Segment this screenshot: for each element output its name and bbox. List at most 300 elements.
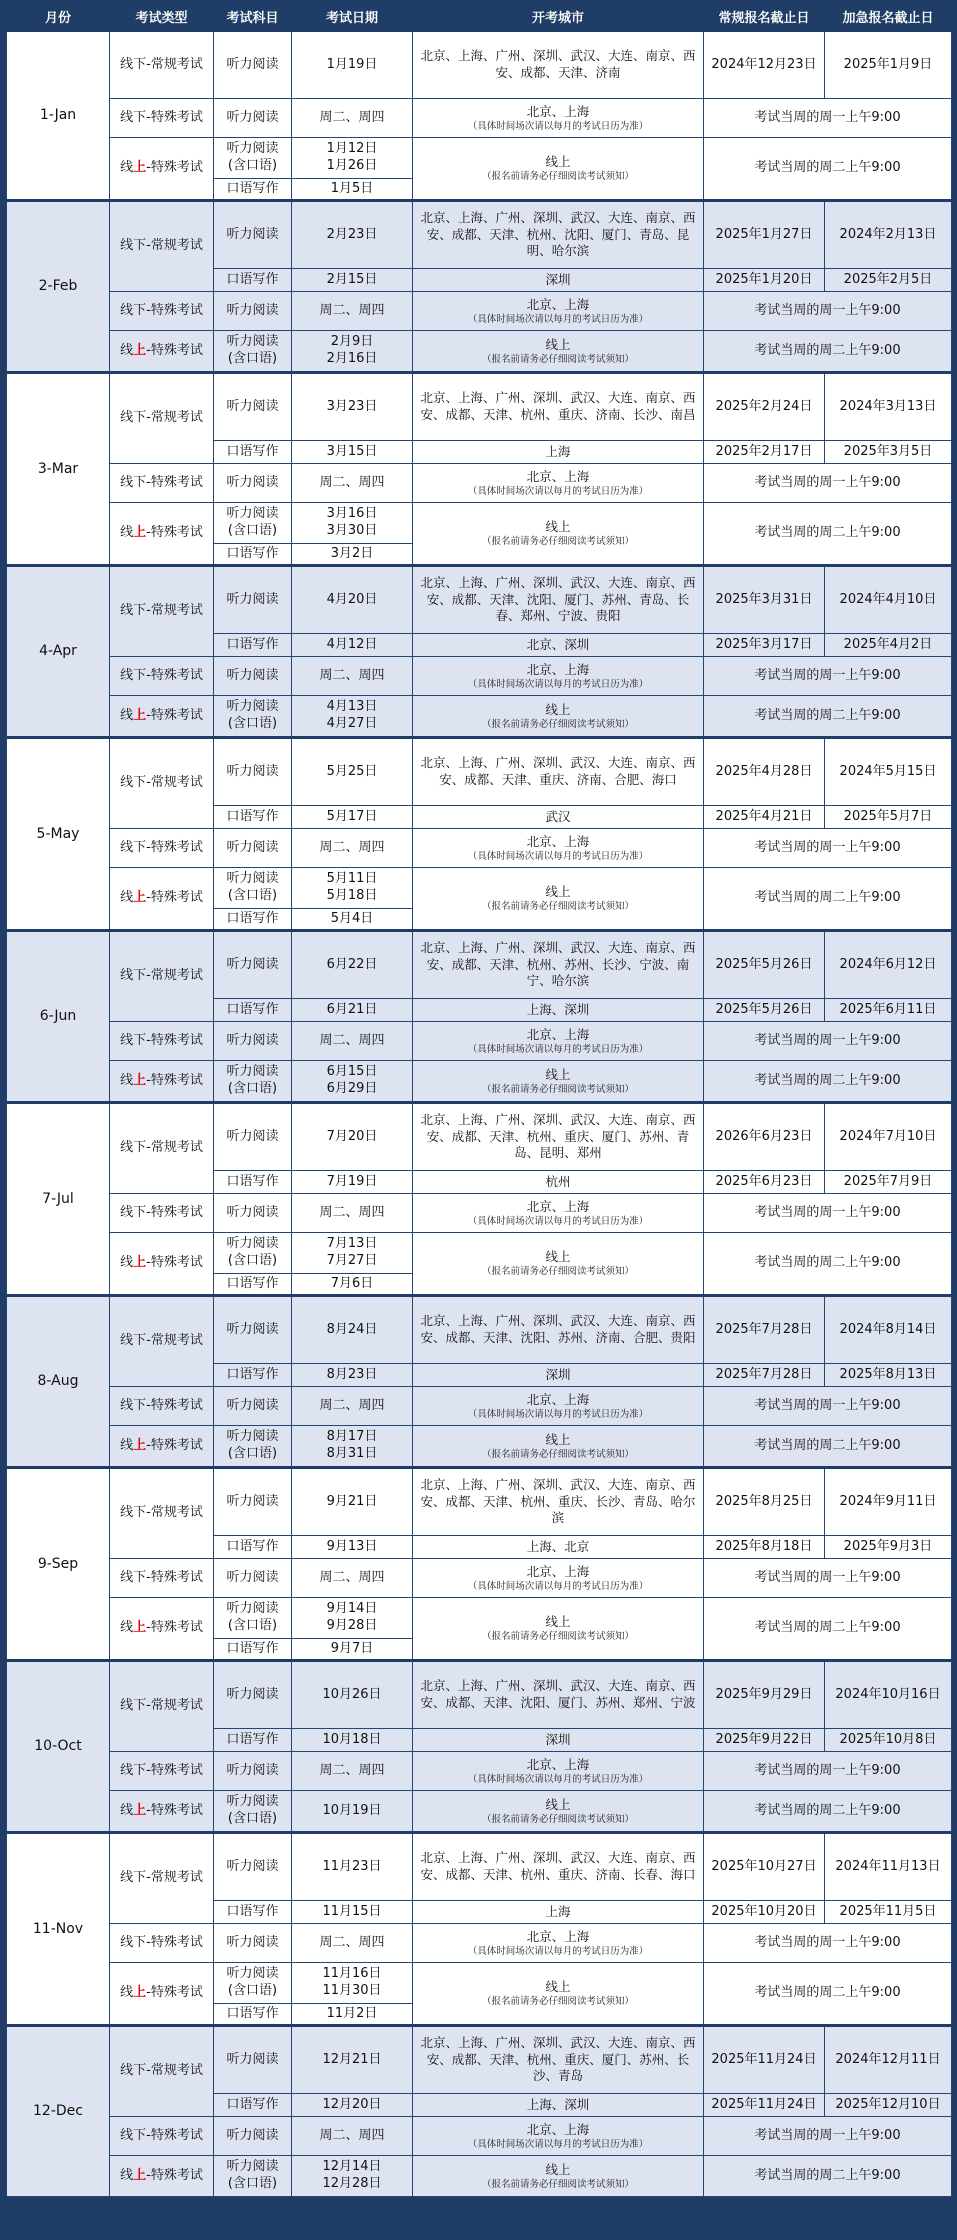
city-note: （具体时间场次请以每月的考试日历为准） — [467, 678, 649, 690]
type-online-suffix: -特殊考试 — [146, 1437, 203, 1453]
type-online-highlight: 上 — [133, 2167, 147, 2183]
special-exam-type: 线下-特殊考试 — [110, 1387, 214, 1426]
table-row — [7, 657, 952, 696]
table-row — [7, 566, 952, 634]
online-date: 7月13日 — [326, 1236, 378, 1252]
city-note: （报名前请务必仔细阅读考试须知） — [481, 901, 634, 913]
subject-listening: 听力阅读 — [214, 738, 292, 806]
month-block — [7, 2026, 952, 2197]
city-list: 北京、上海、广州、深圳、武汉、大连、南京、西安、成都、天津、济南 — [413, 32, 704, 99]
type-online-suffix: -特殊考试 — [146, 160, 203, 176]
urgent-deadline: 2025年6月11日 — [825, 999, 952, 1022]
regular-deadline: 2025年2月17日 — [704, 441, 825, 464]
regular-exam-type: 线下-常规考试 — [110, 931, 214, 1022]
online-dates — [292, 1061, 413, 1103]
regular-deadline: 2025年3月31日 — [704, 566, 825, 634]
exam-date: 11月2日 — [292, 2004, 413, 2026]
regular-deadline: 2025年1月20日 — [704, 269, 825, 292]
city-main: 线上 — [545, 1796, 571, 1812]
subject-listening-text: 听力阅读 — [226, 699, 279, 715]
urgent-deadline: 2024年9月11日 — [825, 1468, 952, 1536]
subject-speaking: 口语写作 — [214, 1729, 292, 1752]
urgent-deadline: 2025年9月3日 — [825, 1536, 952, 1559]
city-list: 北京、深圳 — [413, 634, 704, 657]
city-note: （具体时间场次请以每月的考试日历为准） — [467, 485, 649, 497]
online-special-type — [110, 1233, 214, 1296]
city-main: 北京、上海 — [526, 1563, 590, 1579]
city-main: 北京、上海 — [526, 1391, 590, 1407]
subject-speaking: 口语写作 — [214, 2094, 292, 2117]
city-main: 北京、上海 — [526, 2121, 590, 2137]
online-deadline: 考试当周的周二上午9:00 — [704, 868, 952, 931]
subject-listening: 听力阅读 — [214, 1194, 292, 1233]
type-online-suffix: -特殊考试 — [146, 1985, 203, 2001]
month-block — [7, 738, 952, 931]
table-row — [7, 2156, 952, 2197]
exam-date: 7月6日 — [292, 1274, 413, 1296]
table-row — [7, 1022, 952, 1061]
type-online-suffix: -特殊考试 — [146, 890, 203, 906]
subject-listening-oral — [214, 331, 292, 373]
subject-speaking: 口语写作 — [214, 1364, 292, 1387]
city-list: 北京、上海、广州、深圳、武汉、大连、南京、西安、成都、天津、杭州、重庆、厦门、苏州、长沙、青岛 — [413, 2026, 704, 2094]
city-note: （具体时间场次请以每月的考试日历为准） — [467, 1408, 649, 1420]
city-list: 北京、上海、广州、深圳、武汉、大连、南京、西安、成都、天津、杭州、苏州、长沙、宁波、南宁、哈尔滨 — [413, 931, 704, 999]
special-exam-type: 线下-特殊考试 — [110, 1559, 214, 1598]
city-note: （具体时间场次请以每月的考试日历为准） — [467, 1773, 649, 1785]
subject-listening: 听力阅读 — [214, 99, 292, 138]
type-online-highlight: 上 — [133, 707, 147, 723]
city-list: 深圳 — [413, 269, 704, 292]
exam-date: 周二、周四 — [292, 464, 413, 503]
city-main: 线上 — [545, 336, 571, 352]
subject-oral-text: (含口语) — [227, 1811, 278, 1826]
city-note: （具体时间场次请以每月的考试日历为准） — [467, 313, 649, 325]
online-date: 9月28日 — [326, 1618, 378, 1633]
regular-deadline: 2025年5月26日 — [704, 931, 825, 999]
exam-date: 周二、周四 — [292, 2117, 413, 2156]
city-main: 线上 — [545, 2161, 571, 2177]
city-note: （具体时间场次请以每月的考试日历为准） — [467, 120, 649, 132]
special-exam-type: 线下-特殊考试 — [110, 99, 214, 138]
table-row — [7, 1559, 952, 1598]
table-row — [7, 738, 952, 806]
city-note: （具体时间场次请以每月的考试日历为准） — [467, 2138, 649, 2150]
exam-date: 10月26日 — [292, 1661, 413, 1729]
type-online-suffix: -特殊考试 — [146, 1620, 203, 1636]
subject-oral-text: (含口语) — [227, 1446, 278, 1461]
subject-listening-text: 听力阅读 — [226, 871, 279, 887]
table-row — [7, 931, 952, 999]
online-date: 8月17日 — [326, 1429, 378, 1445]
regular-deadline: 2025年10月20日 — [704, 1901, 825, 1924]
regular-exam-type: 线下-常规考试 — [110, 566, 214, 657]
city-main: 北京、上海 — [526, 103, 590, 119]
exam-date: 12月20日 — [292, 2094, 413, 2117]
special-exam-type: 线下-特殊考试 — [110, 829, 214, 868]
subject-listening-text: 听力阅读 — [226, 1236, 279, 1252]
special-deadline: 考试当周的周一上午9:00 — [704, 2117, 952, 2156]
regular-deadline: 2025年4月28日 — [704, 738, 825, 806]
urgent-deadline: 2025年5月7日 — [825, 806, 952, 829]
month-block — [7, 32, 952, 201]
subject-speaking: 口语写作 — [214, 909, 292, 931]
regular-exam-type: 线下-常规考试 — [110, 32, 214, 99]
city-main: 线上 — [545, 701, 571, 717]
subject-listening: 听力阅读 — [214, 1022, 292, 1061]
type-online-prefix: 线 — [120, 1620, 134, 1636]
urgent-deadline: 2024年4月10日 — [825, 566, 952, 634]
type-online-highlight: 上 — [133, 1985, 147, 2001]
schedule-frame — [6, 6, 951, 2234]
city-note: （报名前请务必仔细阅读考试须知） — [481, 536, 634, 548]
city-note: （具体时间场次请以每月的考试日历为准） — [467, 1043, 649, 1055]
type-online-highlight: 上 — [133, 342, 147, 358]
online-date: 1月26日 — [326, 158, 378, 173]
city-main: 线上 — [545, 1066, 571, 1082]
city-main: 北京、上海 — [526, 1026, 590, 1042]
subject-listening-oral — [214, 1426, 292, 1468]
table-row — [7, 373, 952, 441]
exam-date: 6月21日 — [292, 999, 413, 1022]
special-deadline: 考试当周的周一上午9:00 — [704, 1194, 952, 1233]
city-list: 杭州 — [413, 1171, 704, 1194]
subject-speaking: 口语写作 — [214, 806, 292, 829]
online-date: 8月31日 — [326, 1446, 378, 1461]
city-cell — [413, 1233, 704, 1296]
table-row — [7, 1426, 952, 1468]
subject-listening: 听力阅读 — [214, 1559, 292, 1598]
online-date: 12月28日 — [322, 2176, 382, 2191]
month-block — [7, 1661, 952, 1833]
online-date: 2月9日 — [330, 334, 374, 350]
exam-date: 8月24日 — [292, 1296, 413, 1364]
regular-deadline: 2024年12月23日 — [704, 32, 825, 99]
regular-deadline: 2025年7月28日 — [704, 1296, 825, 1364]
regular-deadline: 2025年9月29日 — [704, 1661, 825, 1729]
online-deadline: 考试当周的周二上午9:00 — [704, 138, 952, 201]
type-online-suffix: -特殊考试 — [146, 1802, 203, 1818]
city-cell — [413, 2156, 704, 2197]
special-deadline: 考试当周的周一上午9:00 — [704, 99, 952, 138]
exam-date: 11月23日 — [292, 1833, 413, 1901]
subject-oral-text: (含口语) — [227, 523, 278, 538]
month-label: 1-Jan — [7, 32, 110, 201]
month-block — [7, 373, 952, 566]
table-row — [7, 331, 952, 373]
month-label: 9-Sep — [7, 1468, 110, 1661]
exam-date: 周二、周四 — [292, 1387, 413, 1426]
city-cell — [413, 138, 704, 201]
subject-speaking: 口语写作 — [214, 1536, 292, 1559]
online-date: 3月30日 — [326, 523, 378, 538]
online-date: 6月15日 — [326, 1064, 378, 1080]
special-deadline: 考试当周的周一上午9:00 — [704, 1022, 952, 1061]
subject-oral-text: (含口语) — [227, 158, 278, 173]
city-note: （报名前请务必仔细阅读考试须知） — [481, 1631, 634, 1643]
exam-date: 9月13日 — [292, 1536, 413, 1559]
subject-listening: 听力阅读 — [214, 1468, 292, 1536]
urgent-deadline: 2025年7月9日 — [825, 1171, 952, 1194]
online-date: 9月14日 — [326, 1601, 378, 1617]
type-online-highlight: 上 — [133, 1620, 147, 1636]
regular-exam-type: 线下-常规考试 — [110, 2026, 214, 2117]
special-deadline: 考试当周的周一上午9:00 — [704, 1924, 952, 1963]
subject-oral-text: (含口语) — [227, 2176, 278, 2191]
type-online-suffix: -特殊考试 — [146, 1072, 203, 1088]
online-dates — [292, 138, 413, 179]
online-dates — [292, 1426, 413, 1468]
regular-exam-type: 线下-常规考试 — [110, 1833, 214, 1924]
urgent-deadline: 2024年8月14日 — [825, 1296, 952, 1364]
subject-oral-text: (含口语) — [227, 1253, 278, 1268]
city-note: （报名前请务必仔细阅读考试须知） — [481, 2178, 634, 2190]
urgent-deadline: 2024年2月13日 — [825, 201, 952, 269]
special-deadline: 考试当周的周一上午9:00 — [704, 1752, 952, 1791]
urgent-deadline: 2025年8月13日 — [825, 1364, 952, 1387]
city-note: （报名前请务必仔细阅读考试须知） — [481, 718, 634, 730]
online-special-type — [110, 2156, 214, 2197]
city-cell — [413, 1598, 704, 1661]
online-dates — [292, 868, 413, 909]
online-date: 2月16日 — [326, 351, 378, 366]
subject-oral-text: (含口语) — [227, 1983, 278, 1998]
subject-oral-text: (含口语) — [227, 351, 278, 366]
city-cell — [413, 657, 704, 696]
regular-exam-type: 线下-常规考试 — [110, 373, 214, 464]
exam-date: 12月21日 — [292, 2026, 413, 2094]
month-block — [7, 1833, 952, 2026]
subject-listening: 听力阅读 — [214, 1103, 292, 1171]
urgent-deadline: 2024年6月12日 — [825, 931, 952, 999]
exam-date: 2月23日 — [292, 201, 413, 269]
month-label: 12-Dec — [7, 2026, 110, 2197]
subject-listening-text: 听力阅读 — [226, 506, 279, 522]
subject-oral-text: (含口语) — [227, 1618, 278, 1633]
month-label: 6-Jun — [7, 931, 110, 1103]
subject-listening: 听力阅读 — [214, 1296, 292, 1364]
header-subject: 考试科目 — [214, 7, 292, 32]
exam-date: 7月19日 — [292, 1171, 413, 1194]
online-special-type — [110, 1426, 214, 1468]
header-urgent-deadline: 加急报名截止日 — [825, 7, 952, 32]
subject-listening: 听力阅读 — [214, 32, 292, 99]
exam-date: 4月20日 — [292, 566, 413, 634]
urgent-deadline: 2024年11月13日 — [825, 1833, 952, 1901]
city-note: （报名前请务必仔细阅读考试须知） — [481, 1266, 634, 1278]
online-deadline: 考试当周的周二上午9:00 — [704, 1426, 952, 1468]
online-special-type — [110, 696, 214, 738]
online-dates — [292, 2156, 413, 2197]
month-block — [7, 1468, 952, 1661]
month-block — [7, 1103, 952, 1296]
table-row — [7, 868, 952, 909]
exam-date: 1月19日 — [292, 32, 413, 99]
regular-deadline: 2025年5月26日 — [704, 999, 825, 1022]
city-note: （具体时间场次请以每月的考试日历为准） — [467, 1580, 649, 1592]
city-cell — [413, 99, 704, 138]
city-main: 北京、上海 — [526, 661, 590, 677]
city-main: 北京、上海 — [526, 296, 590, 312]
subject-speaking: 口语写作 — [214, 1639, 292, 1661]
online-special-type — [110, 1791, 214, 1833]
month-block — [7, 566, 952, 738]
city-list: 上海 — [413, 441, 704, 464]
city-cell — [413, 1963, 704, 2026]
online-special-type — [110, 1598, 214, 1661]
urgent-deadline: 2025年11月5日 — [825, 1901, 952, 1924]
special-exam-type: 线下-特殊考试 — [110, 2117, 214, 2156]
urgent-deadline: 2025年4月2日 — [825, 634, 952, 657]
online-date: 6月29日 — [326, 1081, 378, 1096]
exam-date: 周二、周四 — [292, 1559, 413, 1598]
table-row — [7, 1963, 952, 2004]
city-list: 武汉 — [413, 806, 704, 829]
online-dates — [292, 331, 413, 373]
month-label: 11-Nov — [7, 1833, 110, 2026]
subject-listening-text: 听力阅读 — [226, 334, 279, 350]
urgent-deadline: 2024年12月11日 — [825, 2026, 952, 2094]
subject-listening-oral — [214, 1791, 292, 1833]
subject-speaking: 口语写作 — [214, 1274, 292, 1296]
type-online-prefix: 线 — [120, 1437, 134, 1453]
city-list: 北京、上海、广州、深圳、武汉、大连、南京、西安、成都、天津、杭州、重庆、长沙、青岛、哈尔滨 — [413, 1468, 704, 1536]
online-date: 4月27日 — [326, 716, 378, 731]
city-note: （报名前请务必仔细阅读考试须知） — [481, 1813, 634, 1825]
month-label: 5-May — [7, 738, 110, 931]
city-main: 线上 — [545, 519, 571, 535]
online-special-type — [110, 138, 214, 201]
city-main: 线上 — [545, 884, 571, 900]
city-cell — [413, 1387, 704, 1426]
table-row — [7, 201, 952, 269]
online-date: 5月11日 — [326, 871, 378, 887]
regular-deadline: 2025年1月27日 — [704, 201, 825, 269]
city-main: 线上 — [545, 1979, 571, 1995]
subject-listening-text: 听力阅读 — [226, 1794, 279, 1810]
type-online-prefix: 线 — [120, 1802, 134, 1818]
online-dates — [292, 1791, 413, 1833]
city-list: 北京、上海、广州、深圳、武汉、大连、南京、西安、成都、天津、杭州、重庆、济南、长沙、南昌 — [413, 373, 704, 441]
exam-date: 9月7日 — [292, 1639, 413, 1661]
online-deadline: 考试当周的周二上午9:00 — [704, 2156, 952, 2197]
city-note: （具体时间场次请以每月的考试日历为准） — [467, 1215, 649, 1227]
type-online-suffix: -特殊考试 — [146, 525, 203, 541]
table-row — [7, 1833, 952, 1901]
exam-date: 周二、周四 — [292, 99, 413, 138]
table-row — [7, 1103, 952, 1171]
online-dates — [292, 1598, 413, 1639]
table-row — [7, 1061, 952, 1103]
table-row — [7, 1387, 952, 1426]
city-main: 北京、上海 — [526, 1928, 590, 1944]
table-row — [7, 829, 952, 868]
month-block — [7, 1296, 952, 1468]
subject-listening-oral — [214, 1233, 292, 1274]
type-online-highlight: 上 — [133, 1802, 147, 1818]
city-cell — [413, 1559, 704, 1598]
city-cell — [413, 1194, 704, 1233]
regular-deadline: 2025年2月24日 — [704, 373, 825, 441]
city-cell — [413, 2117, 704, 2156]
urgent-deadline: 2025年10月8日 — [825, 1729, 952, 1752]
city-main: 线上 — [545, 1614, 571, 1630]
exam-date: 8月23日 — [292, 1364, 413, 1387]
special-exam-type: 线下-特殊考试 — [110, 1752, 214, 1791]
city-note: （报名前请务必仔细阅读考试须知） — [481, 1083, 634, 1095]
subject-listening: 听力阅读 — [214, 1924, 292, 1963]
online-date: 11月30日 — [322, 1983, 382, 1998]
exam-date: 11月15日 — [292, 1901, 413, 1924]
subject-listening-text: 听力阅读 — [226, 1966, 279, 1982]
table-row — [7, 292, 952, 331]
subject-listening-oral — [214, 696, 292, 738]
exam-date: 周二、周四 — [292, 1022, 413, 1061]
regular-deadline: 2025年6月23日 — [704, 1171, 825, 1194]
city-main: 北京、上海 — [526, 1756, 590, 1772]
city-main: 北京、上海 — [526, 1198, 590, 1214]
subject-listening-oral — [214, 1061, 292, 1103]
type-online-highlight: 上 — [133, 1255, 147, 1271]
subject-speaking: 口语写作 — [214, 2004, 292, 2026]
subject-listening-text: 听力阅读 — [226, 1429, 279, 1445]
online-dates — [292, 1963, 413, 2004]
city-cell — [413, 1924, 704, 1963]
subject-listening: 听力阅读 — [214, 657, 292, 696]
regular-deadline: 2025年4月21日 — [704, 806, 825, 829]
city-cell — [413, 829, 704, 868]
type-online-prefix: 线 — [120, 342, 134, 358]
subject-speaking: 口语写作 — [214, 544, 292, 566]
subject-listening: 听力阅读 — [214, 931, 292, 999]
table-row — [7, 1233, 952, 1274]
city-main: 北京、上海 — [526, 468, 590, 484]
table-row — [7, 1661, 952, 1729]
table-row — [7, 1924, 952, 1963]
exam-date: 4月12日 — [292, 634, 413, 657]
exam-date: 1月5日 — [292, 179, 413, 201]
exam-date: 周二、周四 — [292, 1194, 413, 1233]
header-row — [7, 7, 952, 32]
online-special-type — [110, 503, 214, 566]
special-deadline: 考试当周的周一上午9:00 — [704, 829, 952, 868]
online-dates — [292, 503, 413, 544]
table-row — [7, 1296, 952, 1364]
month-label: 4-Apr — [7, 566, 110, 738]
subject-listening-oral — [214, 138, 292, 179]
exam-date: 5月25日 — [292, 738, 413, 806]
type-online-prefix: 线 — [120, 2167, 134, 2183]
type-online-highlight: 上 — [133, 1072, 147, 1088]
subject-listening-text: 听力阅读 — [226, 141, 279, 157]
type-online-highlight: 上 — [133, 890, 147, 906]
subject-listening: 听力阅读 — [214, 201, 292, 269]
table-row — [7, 2117, 952, 2156]
online-special-type — [110, 1061, 214, 1103]
regular-exam-type: 线下-常规考试 — [110, 1296, 214, 1387]
online-date: 11月16日 — [322, 1966, 382, 1982]
city-cell — [413, 696, 704, 738]
city-list: 北京、上海、广州、深圳、武汉、大连、南京、西安、成都、天津、沈阳、苏州、济南、合肥、贵阳 — [413, 1296, 704, 1364]
table-row — [7, 464, 952, 503]
city-list: 北京、上海、广州、深圳、武汉、大连、南京、西安、成都、天津、杭州、重庆、济南、长春、海口 — [413, 1833, 704, 1901]
month-label: 2-Feb — [7, 201, 110, 373]
regular-deadline: 2025年10月27日 — [704, 1833, 825, 1901]
online-date: 3月16日 — [326, 506, 378, 522]
city-cell — [413, 1022, 704, 1061]
header-regular-deadline: 常规报名截止日 — [704, 7, 825, 32]
table-row — [7, 1752, 952, 1791]
